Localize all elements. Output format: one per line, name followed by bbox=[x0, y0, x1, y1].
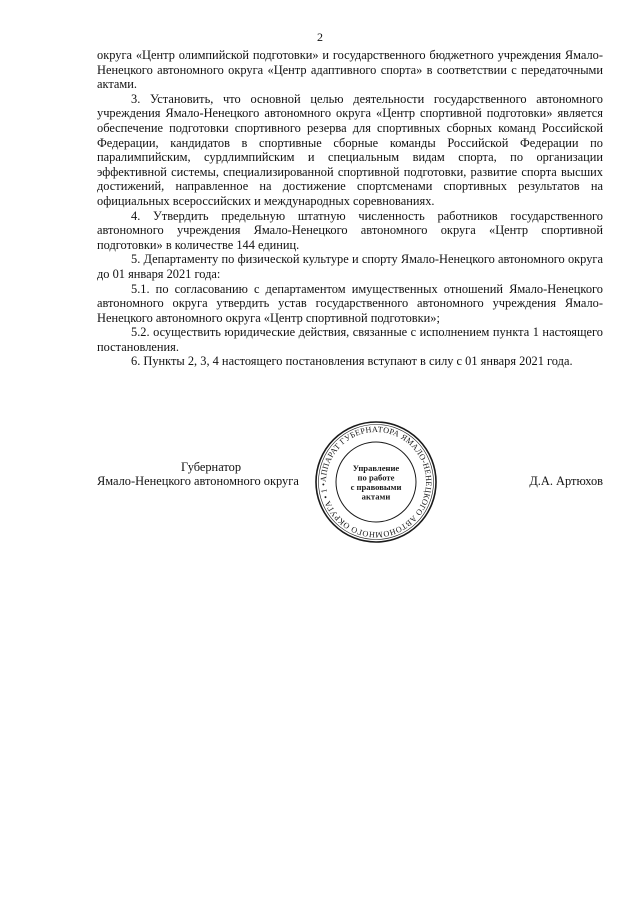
seal-ring-text: АППАРАТ ГУБЕРНАТОРА ЯМАЛО-НЕНЕЦКОГО АВТОНОМНОГО ОКРУГА • 1 • bbox=[318, 424, 434, 540]
seal-center-line: по работе bbox=[357, 472, 395, 483]
paragraph: 5. Департаменту по физической культуре и спорту Ямало-Ненецкого автономного округа до 01 января 2021 года: bbox=[97, 252, 603, 281]
official-seal bbox=[314, 420, 438, 544]
seal-center-line: актами bbox=[361, 491, 391, 502]
signatory-title: Губернатор bbox=[181, 460, 242, 474]
paragraph: 5.2. осуществить юридические действия, связанные с исполнением пункта 1 настоящего постановления. bbox=[97, 325, 603, 354]
page-number: 2 bbox=[317, 30, 323, 44]
seal-graphic bbox=[314, 420, 438, 544]
signatory-name: Д.А. Артюхов bbox=[529, 474, 603, 488]
paragraph: 6. Пункты 2, 3, 4 настоящего постановления вступают в силу с 01 января 2021 года. bbox=[131, 354, 573, 369]
paragraph: округа «Центр олимпийской подготовки» и государственного бюджетного учреждения Ямало-Ненецкого автономного округа «Центр адаптивного спорта» в соответствии с передаточными актами. bbox=[97, 48, 603, 92]
paragraph: 3. Установить, что основной целью деятельности государственного автономного учреждения Ямало-Ненецкого автономного округа «Центр спортивной подготовки» является обеспечение подготовки спортивного резерва для спортивных сборных команд Российской Федерации, кандидатов в спортивные сборные команды Российской Федерации по паралимпийским, сурдлимпийским и специальным видам спорта, по организации эффективной системы, специализированной спортивной подготовки, развитие спорта высших достижений, направленное на достижение спортсменами спортивных результатов на официальных всероссийских и международных соревнованиях. bbox=[97, 91, 603, 208]
paragraph: 4. Утвердить предельную штатную численность работников государственного автономного учреждения Ямало-Ненецкого автономного округа «Центр спортивной подготовки» в количестве 144 единиц. bbox=[97, 208, 603, 252]
paragraph: 5.1. по согласованию с департаментом имущественных отношений Ямало-Ненецкого автономного округа утвердить устав государственного автономного учреждения Ямало-Ненецкого автономного округа «Центр спортивной подготовки»; bbox=[97, 281, 603, 325]
seal-center-line: Управление bbox=[352, 462, 400, 473]
seal-center-line: с правовыми bbox=[350, 481, 402, 492]
signatory-organization: Ямало-Ненецкого автономного округа bbox=[97, 474, 299, 488]
seal-center-text bbox=[351, 463, 402, 502]
document-body bbox=[97, 48, 603, 369]
